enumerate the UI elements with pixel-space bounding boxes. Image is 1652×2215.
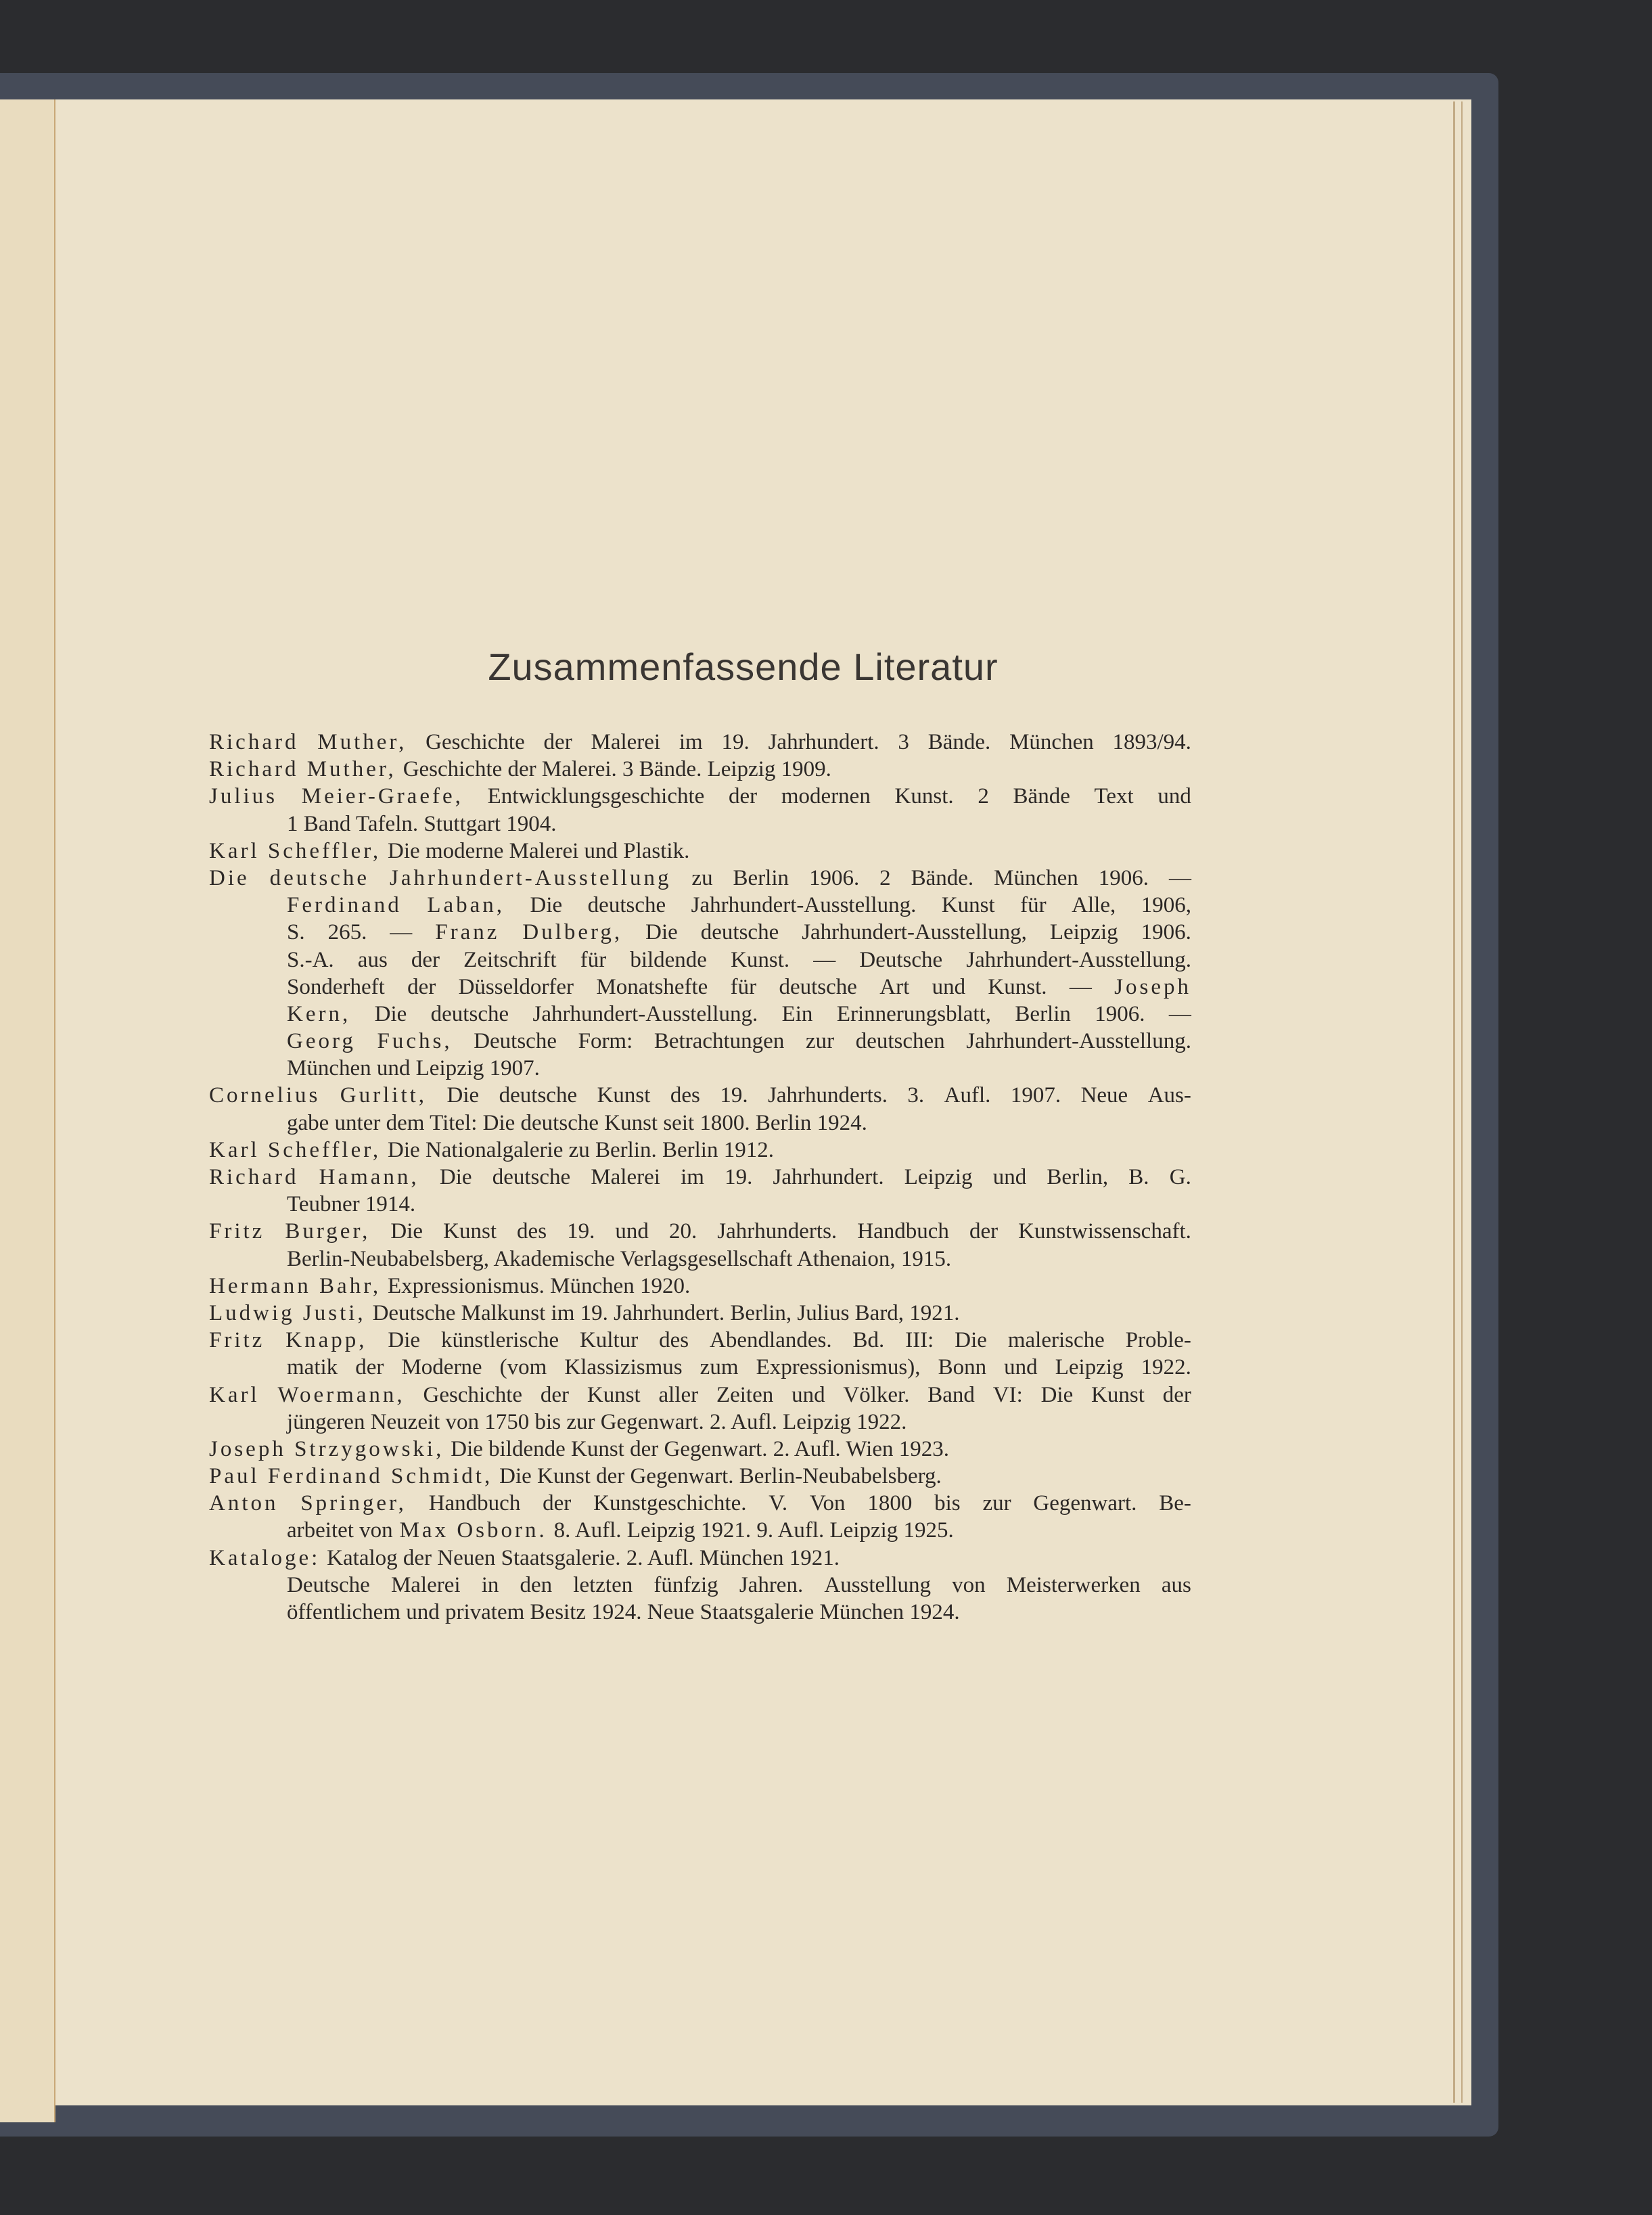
word: 1906. — [1095, 1001, 1145, 1026]
word: Band — [927, 1382, 975, 1407]
word: 1907. — [1010, 1083, 1061, 1108]
word: deutsche — [779, 974, 857, 999]
word: letzten — [573, 1572, 633, 1597]
word: Von — [809, 1491, 846, 1516]
citation-text: 1 Band Tafeln. Stuttgart 1904. — [287, 811, 557, 836]
word: Aus- — [1147, 1083, 1191, 1108]
word: Betrachtungen — [653, 1029, 785, 1054]
word: Berlin, — [1047, 1165, 1109, 1189]
word: Geschichte — [423, 1382, 523, 1407]
bibliography-line — [209, 1137, 1191, 1164]
word: — — [1069, 974, 1092, 999]
word: den — [520, 1572, 553, 1597]
word: Form: — [578, 1029, 633, 1054]
bibliography-line — [209, 1463, 1191, 1490]
word: deutsche — [269, 865, 370, 890]
word: Leipzig — [1055, 1355, 1124, 1380]
citation-text: Berlin-Neubabelsberg, Akademische Verlagsgesellschaft Athenaion, 1915. — [287, 1246, 952, 1271]
bibliography-line — [209, 1082, 1191, 1109]
word: Richard — [209, 1165, 299, 1189]
word: Jahrhundert-Ausstellung — [390, 865, 672, 890]
bibliography-line — [209, 783, 1191, 810]
word: 1906. — [1098, 865, 1149, 890]
word: Zeiten — [716, 1382, 774, 1407]
word: Jahrhunderts. — [768, 1083, 888, 1108]
word: der — [543, 730, 572, 754]
word: 2 — [879, 865, 891, 890]
word: Jahrhundert-Ausstellung. — [966, 947, 1191, 972]
left-page-edge — [0, 99, 55, 2122]
word: Kunst — [443, 1219, 497, 1244]
word: 2 — [978, 784, 989, 809]
word: 1906. — [1141, 920, 1191, 945]
word: aus — [1161, 1572, 1191, 1597]
word: Die — [388, 1328, 421, 1353]
citation-text: Geschichte der Malerei. 3 Bände. Leipzig 1909. — [403, 757, 831, 782]
word: Proble- — [1125, 1328, 1191, 1353]
word: zu — [691, 865, 713, 890]
word: Kunst. — [894, 784, 954, 809]
bibliography-line — [209, 1273, 1191, 1300]
word: und — [932, 974, 966, 999]
word: Text — [1094, 784, 1134, 809]
word: Georg — [287, 1029, 356, 1054]
word: 1906. — [808, 865, 860, 890]
word: 3 — [898, 730, 909, 754]
word: Geschichte — [426, 730, 525, 754]
word: Völker. — [843, 1382, 910, 1407]
word: Kunst. — [731, 947, 790, 972]
word: Erinnerungsblatt, — [836, 1001, 992, 1026]
word: in — [481, 1572, 499, 1597]
word: Kunst. — [988, 974, 1047, 999]
word: künstlerische — [440, 1328, 559, 1353]
word: der — [411, 947, 440, 972]
word: Art — [879, 974, 910, 999]
word: Die — [374, 1001, 407, 1026]
bibliography-line — [209, 1327, 1191, 1354]
word: für — [730, 974, 757, 999]
word: G. — [1169, 1165, 1191, 1189]
word: Moderne — [401, 1355, 482, 1380]
word: 1922. — [1141, 1355, 1191, 1380]
word: 19. — [567, 1219, 595, 1244]
word: der — [969, 1219, 999, 1244]
bibliography-line — [209, 892, 1191, 919]
word: der — [355, 1355, 384, 1380]
word: 20. — [668, 1219, 697, 1244]
word: und — [791, 1382, 825, 1407]
bibliography-line — [209, 1001, 1191, 1028]
word: Julius — [209, 784, 278, 809]
word: — — [1168, 1001, 1191, 1026]
word: Kultur — [580, 1328, 639, 1353]
word: München — [994, 865, 1078, 890]
word: Berlin — [1015, 1001, 1071, 1026]
bibliography-list — [209, 729, 1191, 1626]
citation-text: jüngeren Neuzeit von 1750 bis zur Gegenwart. 2. Aufl. Leipzig 1922. — [287, 1409, 907, 1434]
word: deutsche — [587, 893, 666, 918]
word: VI: — [992, 1382, 1023, 1407]
citation-text: 8. Aufl. Leipzig 1921. 9. Aufl. Leipzig 1925. — [553, 1518, 954, 1543]
word: 265. — [327, 920, 367, 945]
word: 1800 — [867, 1491, 913, 1516]
bibliography-line — [209, 1490, 1191, 1517]
author-name: Karl Scheffler, — [209, 1137, 382, 1162]
word: Die — [955, 1328, 987, 1353]
word: Anton — [209, 1491, 279, 1516]
word: Die — [645, 920, 678, 945]
word: Jahren. — [739, 1572, 804, 1597]
word: 19. — [725, 1165, 753, 1189]
word: deutsche — [499, 1083, 578, 1108]
citation-text: arbeitet von — [287, 1518, 393, 1543]
word: deutsche — [430, 1001, 509, 1026]
bibliography-line — [209, 1164, 1191, 1191]
bibliography-line — [209, 1300, 1191, 1327]
word: Monatshefte — [596, 974, 708, 999]
word: Düsseldorfer — [458, 974, 574, 999]
word: bis — [934, 1491, 961, 1516]
word: zur — [805, 1029, 835, 1054]
word: Leipzig — [1049, 920, 1118, 945]
word: des — [659, 1328, 689, 1353]
bibliography-line — [209, 1409, 1191, 1436]
word: Laban, — [427, 893, 505, 918]
word: zur — [982, 1491, 1011, 1516]
word: V. — [768, 1491, 788, 1516]
word: Bände. — [911, 865, 974, 890]
word: Leipzig — [904, 1165, 973, 1189]
word: Springer, — [300, 1491, 407, 1516]
citation-text: Deutsche Malkunst im 19. Jahrhundert. Berlin, Julius Bard, 1921. — [372, 1300, 960, 1325]
word: Die — [209, 865, 250, 890]
bibliography-line — [209, 1055, 1191, 1082]
word: Fritz — [209, 1328, 265, 1353]
word: und — [1004, 1355, 1038, 1380]
word: Be- — [1159, 1491, 1191, 1516]
word: deutschen — [855, 1029, 945, 1054]
author-name: Kataloge: — [209, 1545, 321, 1570]
word: Gegenwart. — [1033, 1491, 1137, 1516]
word: Kunst — [1091, 1382, 1145, 1407]
word: Jahrhunderts. — [717, 1219, 838, 1244]
word: Joseph — [1114, 974, 1191, 999]
word: und — [992, 1165, 1027, 1189]
bibliography-line — [209, 838, 1191, 865]
word: Aufl. — [944, 1083, 991, 1108]
word: Handbuch — [428, 1491, 521, 1516]
word: Bonn — [938, 1355, 987, 1380]
word: Klassizismus — [564, 1355, 683, 1380]
bibliography-line — [209, 1517, 1191, 1544]
citation-text: gabe unter dem Titel: Die deutsche Kunst seit 1800. Berlin 1924. — [287, 1110, 867, 1135]
word: Jahrhundert-Ausstellung, — [802, 920, 1027, 945]
word: Malerei — [591, 1165, 660, 1189]
citation-text: Katalog der Neuen Staatsgalerie. 2. Aufl. München 1921. — [327, 1545, 840, 1570]
word: Malerei — [390, 1572, 461, 1597]
word: 19. — [721, 730, 750, 754]
word: Meier-Graefe, — [301, 784, 463, 809]
word: aus — [357, 947, 388, 972]
word: zum — [699, 1355, 739, 1380]
word: Malerei — [591, 730, 661, 754]
author-name: Richard Muther, — [209, 757, 396, 782]
word: und — [1157, 784, 1191, 809]
word: Gurlitt, — [340, 1083, 428, 1108]
word: modernen — [781, 784, 871, 809]
bibliography-line — [209, 1436, 1191, 1463]
word: III: — [905, 1328, 934, 1353]
book-page — [55, 99, 1471, 2105]
author-name: Joseph Strzygowski, — [209, 1436, 444, 1461]
word: Ein — [781, 1001, 813, 1026]
word: Burger, — [285, 1219, 371, 1244]
word: Abendlandes. — [710, 1328, 832, 1353]
word: München — [1009, 730, 1094, 754]
bibliography-line — [209, 729, 1191, 756]
word: Kunstwissenschaft. — [1018, 1219, 1191, 1244]
page-title: Zusammenfassende Literatur — [488, 645, 999, 688]
word: für — [580, 947, 607, 972]
word: im — [679, 730, 703, 754]
bibliography-line — [209, 1545, 1191, 1572]
word: Jahrhundert. — [773, 1165, 884, 1189]
bibliography-line — [209, 1246, 1191, 1273]
word: Bände. — [927, 730, 991, 754]
word: für — [1020, 893, 1047, 918]
word: Ausstellung — [824, 1572, 932, 1597]
word: Bd. — [852, 1328, 885, 1353]
word: Woermann, — [277, 1382, 405, 1407]
bibliography-line — [209, 865, 1191, 892]
word: Jahrhundert. — [768, 730, 879, 754]
citation-text: München und Leipzig 1907. — [287, 1056, 540, 1081]
word: Muther, — [317, 730, 407, 754]
word: fünfzig — [653, 1572, 718, 1597]
word: Cornelius — [209, 1083, 321, 1108]
word: Knapp, — [285, 1328, 367, 1353]
word: Dulberg, — [522, 920, 623, 945]
word: deutsche — [492, 1165, 571, 1189]
word: Hamann, — [319, 1165, 419, 1189]
word: Berlin — [733, 865, 789, 890]
word: Jahrhundert-Ausstellung. — [966, 1029, 1191, 1054]
citation-text: öffentlichem und privatem Besitz 1924. Neue Staatsgalerie München 1924. — [287, 1600, 960, 1624]
bibliography-line — [209, 1381, 1191, 1409]
page-block-edge — [1461, 101, 1463, 2103]
word: Kunst — [941, 893, 995, 918]
word: 1893/94. — [1112, 730, 1191, 754]
word: 19. — [720, 1083, 748, 1108]
word: bildende — [630, 947, 707, 972]
bibliography-line — [209, 1572, 1191, 1599]
word: im — [681, 1165, 704, 1189]
author-name: Max Osborn. — [399, 1518, 547, 1543]
word: Handbuch — [857, 1219, 949, 1244]
citation-text: Die moderne Malerei und Plastik. — [388, 838, 690, 863]
word: der — [1162, 1382, 1191, 1407]
word: des — [670, 1083, 700, 1108]
word: aller — [658, 1382, 699, 1407]
page-block-edge — [1453, 101, 1455, 2103]
word: der — [407, 974, 436, 999]
word: S.-A. — [287, 947, 334, 972]
word: von — [952, 1572, 986, 1597]
word: Kunst — [597, 1083, 651, 1108]
word: — — [813, 947, 836, 972]
word: Ferdinand — [287, 893, 402, 918]
word: des — [517, 1219, 547, 1244]
word: (vom — [499, 1355, 547, 1380]
word: B. — [1128, 1165, 1149, 1189]
word: Fuchs, — [377, 1029, 453, 1054]
word: Expressionismus), — [756, 1355, 921, 1380]
word: Kunst — [587, 1382, 641, 1407]
citation-text: Expressionismus. München 1920. — [388, 1273, 691, 1298]
word: Neue — [1080, 1083, 1128, 1108]
word: 1906, — [1141, 893, 1191, 918]
word: Deutsche — [287, 1572, 370, 1597]
word: Fritz — [209, 1219, 265, 1244]
bibliography-line — [209, 1028, 1191, 1055]
bibliography-line — [209, 1191, 1191, 1218]
word: Zeitschrift — [463, 947, 557, 972]
word: Meisterwerken — [1006, 1572, 1141, 1597]
word: Kern, — [287, 1001, 351, 1026]
author-name: Karl Scheffler, — [209, 838, 382, 863]
bibliography-line — [209, 919, 1191, 946]
word: Die — [390, 1219, 423, 1244]
word: Karl — [209, 1382, 260, 1407]
word: der — [543, 1491, 572, 1516]
word: der — [729, 784, 758, 809]
author-name: Hermann Bahr, — [209, 1273, 382, 1298]
citation-text: Die bildende Kunst der Gegenwart. 2. Aufl. Wien 1923. — [451, 1436, 949, 1461]
word: — — [1168, 865, 1191, 890]
citation-text: Die Kunst der Gegenwart. Berlin-Neubabelsberg. — [499, 1464, 942, 1489]
word: und — [615, 1219, 649, 1244]
bibliography-line — [209, 810, 1191, 838]
citation-text: Die Nationalgalerie zu Berlin. Berlin 1912. — [388, 1137, 774, 1162]
word: Die — [446, 1083, 480, 1108]
word: Die — [530, 893, 563, 918]
word: Die — [439, 1165, 472, 1189]
word: deutsche — [700, 920, 779, 945]
citation-text: Teubner 1914. — [287, 1192, 416, 1217]
author-name: Ludwig Justi, — [209, 1300, 366, 1325]
word: Entwicklungsgeschichte — [487, 784, 705, 809]
word: Jahrhundert-Ausstellung. — [691, 893, 917, 918]
bibliography-line — [209, 946, 1191, 974]
bibliography-line — [209, 756, 1191, 783]
word: S. — [287, 920, 305, 945]
bibliography-line — [209, 1218, 1191, 1245]
word: Franz — [435, 920, 500, 945]
word: 3. — [907, 1083, 925, 1108]
word: Deutsche — [859, 947, 943, 972]
bibliography-line — [209, 1110, 1191, 1137]
word: der — [540, 1382, 570, 1407]
bibliography-line — [209, 1599, 1191, 1626]
bibliography-line — [209, 974, 1191, 1001]
word: malerische — [1007, 1328, 1105, 1353]
word: Bände — [1013, 784, 1070, 809]
author-name: Paul Ferdinand Schmidt, — [209, 1464, 493, 1489]
word: Alle, — [1072, 893, 1116, 918]
word: Die — [1040, 1382, 1074, 1407]
word: matik — [287, 1355, 338, 1380]
bibliography-line — [209, 1354, 1191, 1381]
word: Deutsche — [474, 1029, 557, 1054]
word: Richard — [209, 730, 299, 754]
word: Jahrhundert-Ausstellung. — [532, 1001, 758, 1026]
word: Kunstgeschichte. — [593, 1491, 747, 1516]
word: Sonderheft — [287, 974, 385, 999]
word: — — [390, 920, 413, 945]
